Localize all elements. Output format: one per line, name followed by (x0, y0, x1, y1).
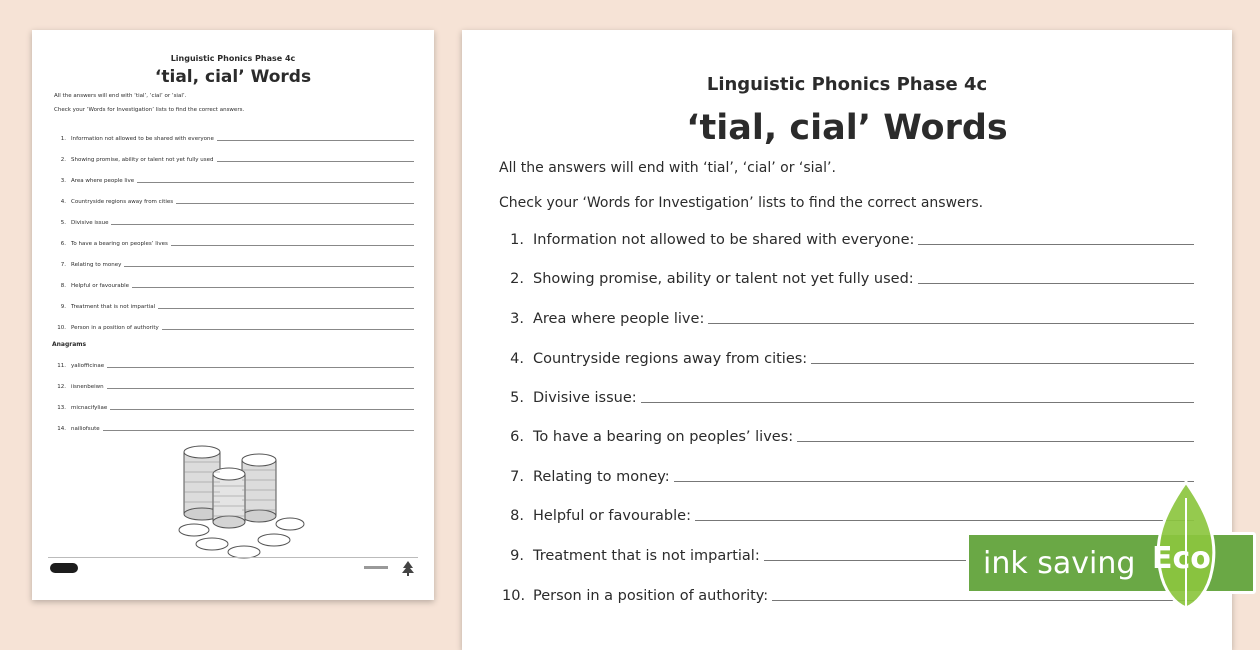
anagrams-heading: Anagrams (52, 341, 87, 348)
answer-line[interactable] (708, 323, 1194, 324)
question-text: Treatment that is not impartial (71, 304, 156, 310)
question-number: 1. (510, 232, 524, 248)
question-number: 5. (510, 390, 524, 406)
question-text: To have a bearing on peoples’ lives: (533, 429, 794, 445)
thumbnail-question-row (52, 142, 414, 163)
anagram-number: 12. (57, 384, 66, 390)
thumbnail-question-row (52, 226, 414, 247)
thumbnail-question-row (52, 163, 414, 184)
answer-line[interactable] (918, 244, 1194, 245)
question-row (502, 311, 1194, 327)
question-number: 7. (60, 262, 66, 268)
question-text: Area where people live: (533, 311, 705, 327)
answer-line (103, 430, 414, 431)
anagram-row (52, 390, 414, 411)
question-text: Person in a position of authority (71, 325, 159, 331)
question-text: Relating to money: (533, 469, 670, 485)
thumbnail-question-row (52, 268, 414, 289)
answer-line (124, 266, 414, 267)
tree-icon (400, 560, 416, 576)
worksheet-subtitle: Linguistic Phonics Phase 4c (706, 74, 988, 95)
thumbnail-question-row (52, 121, 414, 142)
answer-line[interactable] (641, 402, 1194, 403)
question-number: 10. (502, 588, 526, 604)
answer-line (162, 329, 414, 330)
footer-fineprint (364, 566, 388, 569)
question-number: 3. (60, 178, 66, 184)
question-text: Divisive issue (71, 220, 109, 226)
coins-illustration (172, 440, 312, 560)
question-text: Person in a position of authority: (533, 588, 769, 604)
question-number: 8. (510, 508, 524, 524)
question-number: 6. (60, 241, 66, 247)
question-number: 9. (60, 304, 66, 310)
instruction-2: Check your ‘Words for Investigation’ lists to find the correct answers. (499, 195, 984, 211)
question-number: 9. (510, 548, 524, 564)
anagram-text: micnacifyliae (71, 405, 108, 411)
question-text: To have a bearing on peoples’ lives (71, 241, 168, 247)
answer-line (132, 287, 414, 288)
anagram-number: 13. (57, 405, 66, 411)
thumbnail-instruction-2: Check your ‘Words for Investigation’ lists to find the correct answers. (54, 107, 245, 113)
ink-saving-badge (964, 480, 1260, 620)
publisher-logo (50, 563, 78, 573)
thumbnail-title: ‘tial, cial’ Words (154, 67, 312, 87)
question-row (502, 232, 1194, 248)
anagram-number: 14. (57, 426, 66, 432)
ink-saving-label: ink saving (983, 546, 1136, 581)
question-number: 2. (510, 271, 524, 287)
anagram-row (52, 411, 414, 432)
thumbnail-subtitle: Linguistic Phonics Phase 4c (170, 54, 296, 63)
question-number: 4. (60, 199, 66, 205)
worksheet-title: ‘tial, cial’ Words (686, 108, 1008, 148)
answer-line (107, 388, 414, 389)
anagram-row (52, 348, 414, 369)
question-text: Showing promise, ability or talent not yet fully used: (533, 271, 914, 287)
question-number: 5. (60, 220, 66, 226)
answer-line (158, 308, 414, 309)
question-text: Relating to money (71, 262, 122, 268)
anagram-text: iisnenbeiwn (71, 384, 104, 390)
answer-line (217, 161, 414, 162)
worksheet-thumbnail[interactable] (32, 30, 434, 600)
question-text: Information not allowed to be shared with everyone: (533, 232, 915, 248)
question-row (502, 271, 1194, 287)
question-text: Helpful or favourable: (533, 508, 691, 524)
question-text: Helpful or favourable (71, 283, 130, 289)
question-row (502, 390, 1194, 406)
thumbnail-instruction-1: All the answers will end with ‘tial’, ‘cial’ or ‘sial’. (54, 93, 187, 99)
answer-line (176, 203, 414, 204)
question-text: Showing promise, ability or talent not yet fully used (71, 157, 214, 163)
thumbnail-question-row (52, 184, 414, 205)
answer-line (217, 140, 414, 141)
question-row (502, 351, 1194, 367)
thumbnail-question-row (52, 205, 414, 226)
anagram-text: nailiofsute (71, 426, 100, 432)
thumbnail-question-row (52, 310, 414, 331)
question-text: Treatment that is not impartial: (533, 548, 760, 564)
question-number: 8. (60, 283, 66, 289)
question-text: Countryside regions away from cities (71, 199, 174, 205)
eco-label: Eco (1152, 541, 1211, 576)
thumbnail-footer (48, 557, 418, 578)
question-number: 6. (510, 429, 524, 445)
question-number: 1. (60, 136, 66, 142)
question-number: 4. (510, 351, 524, 367)
answer-line[interactable] (811, 363, 1194, 364)
anagram-row (52, 369, 414, 390)
answer-line (111, 224, 414, 225)
anagram-number: 11. (57, 363, 66, 369)
answer-line[interactable] (918, 283, 1194, 284)
thumbnail-question-row (52, 289, 414, 310)
instruction-1: All the answers will end with ‘tial’, ‘cial’ or ‘sial’. (499, 160, 836, 176)
leaf-icon (964, 480, 1260, 620)
answer-line (171, 245, 414, 246)
question-number: 3. (510, 311, 524, 327)
question-text: Information not allowed to be shared with everyone (71, 136, 214, 142)
answer-line[interactable] (797, 441, 1194, 442)
thumbnail-question-row (52, 247, 414, 268)
answer-line (110, 409, 414, 410)
question-text: Countryside regions away from cities: (533, 351, 808, 367)
question-text: Divisive issue: (533, 390, 637, 406)
question-number: 7. (510, 469, 524, 485)
question-row (502, 429, 1194, 445)
anagram-text: yaliofficinae (71, 363, 105, 369)
question-number: 2. (60, 157, 66, 163)
question-text: Area where people live (71, 178, 135, 184)
question-number: 10. (57, 325, 66, 331)
answer-line (107, 367, 414, 368)
answer-line (137, 182, 414, 183)
